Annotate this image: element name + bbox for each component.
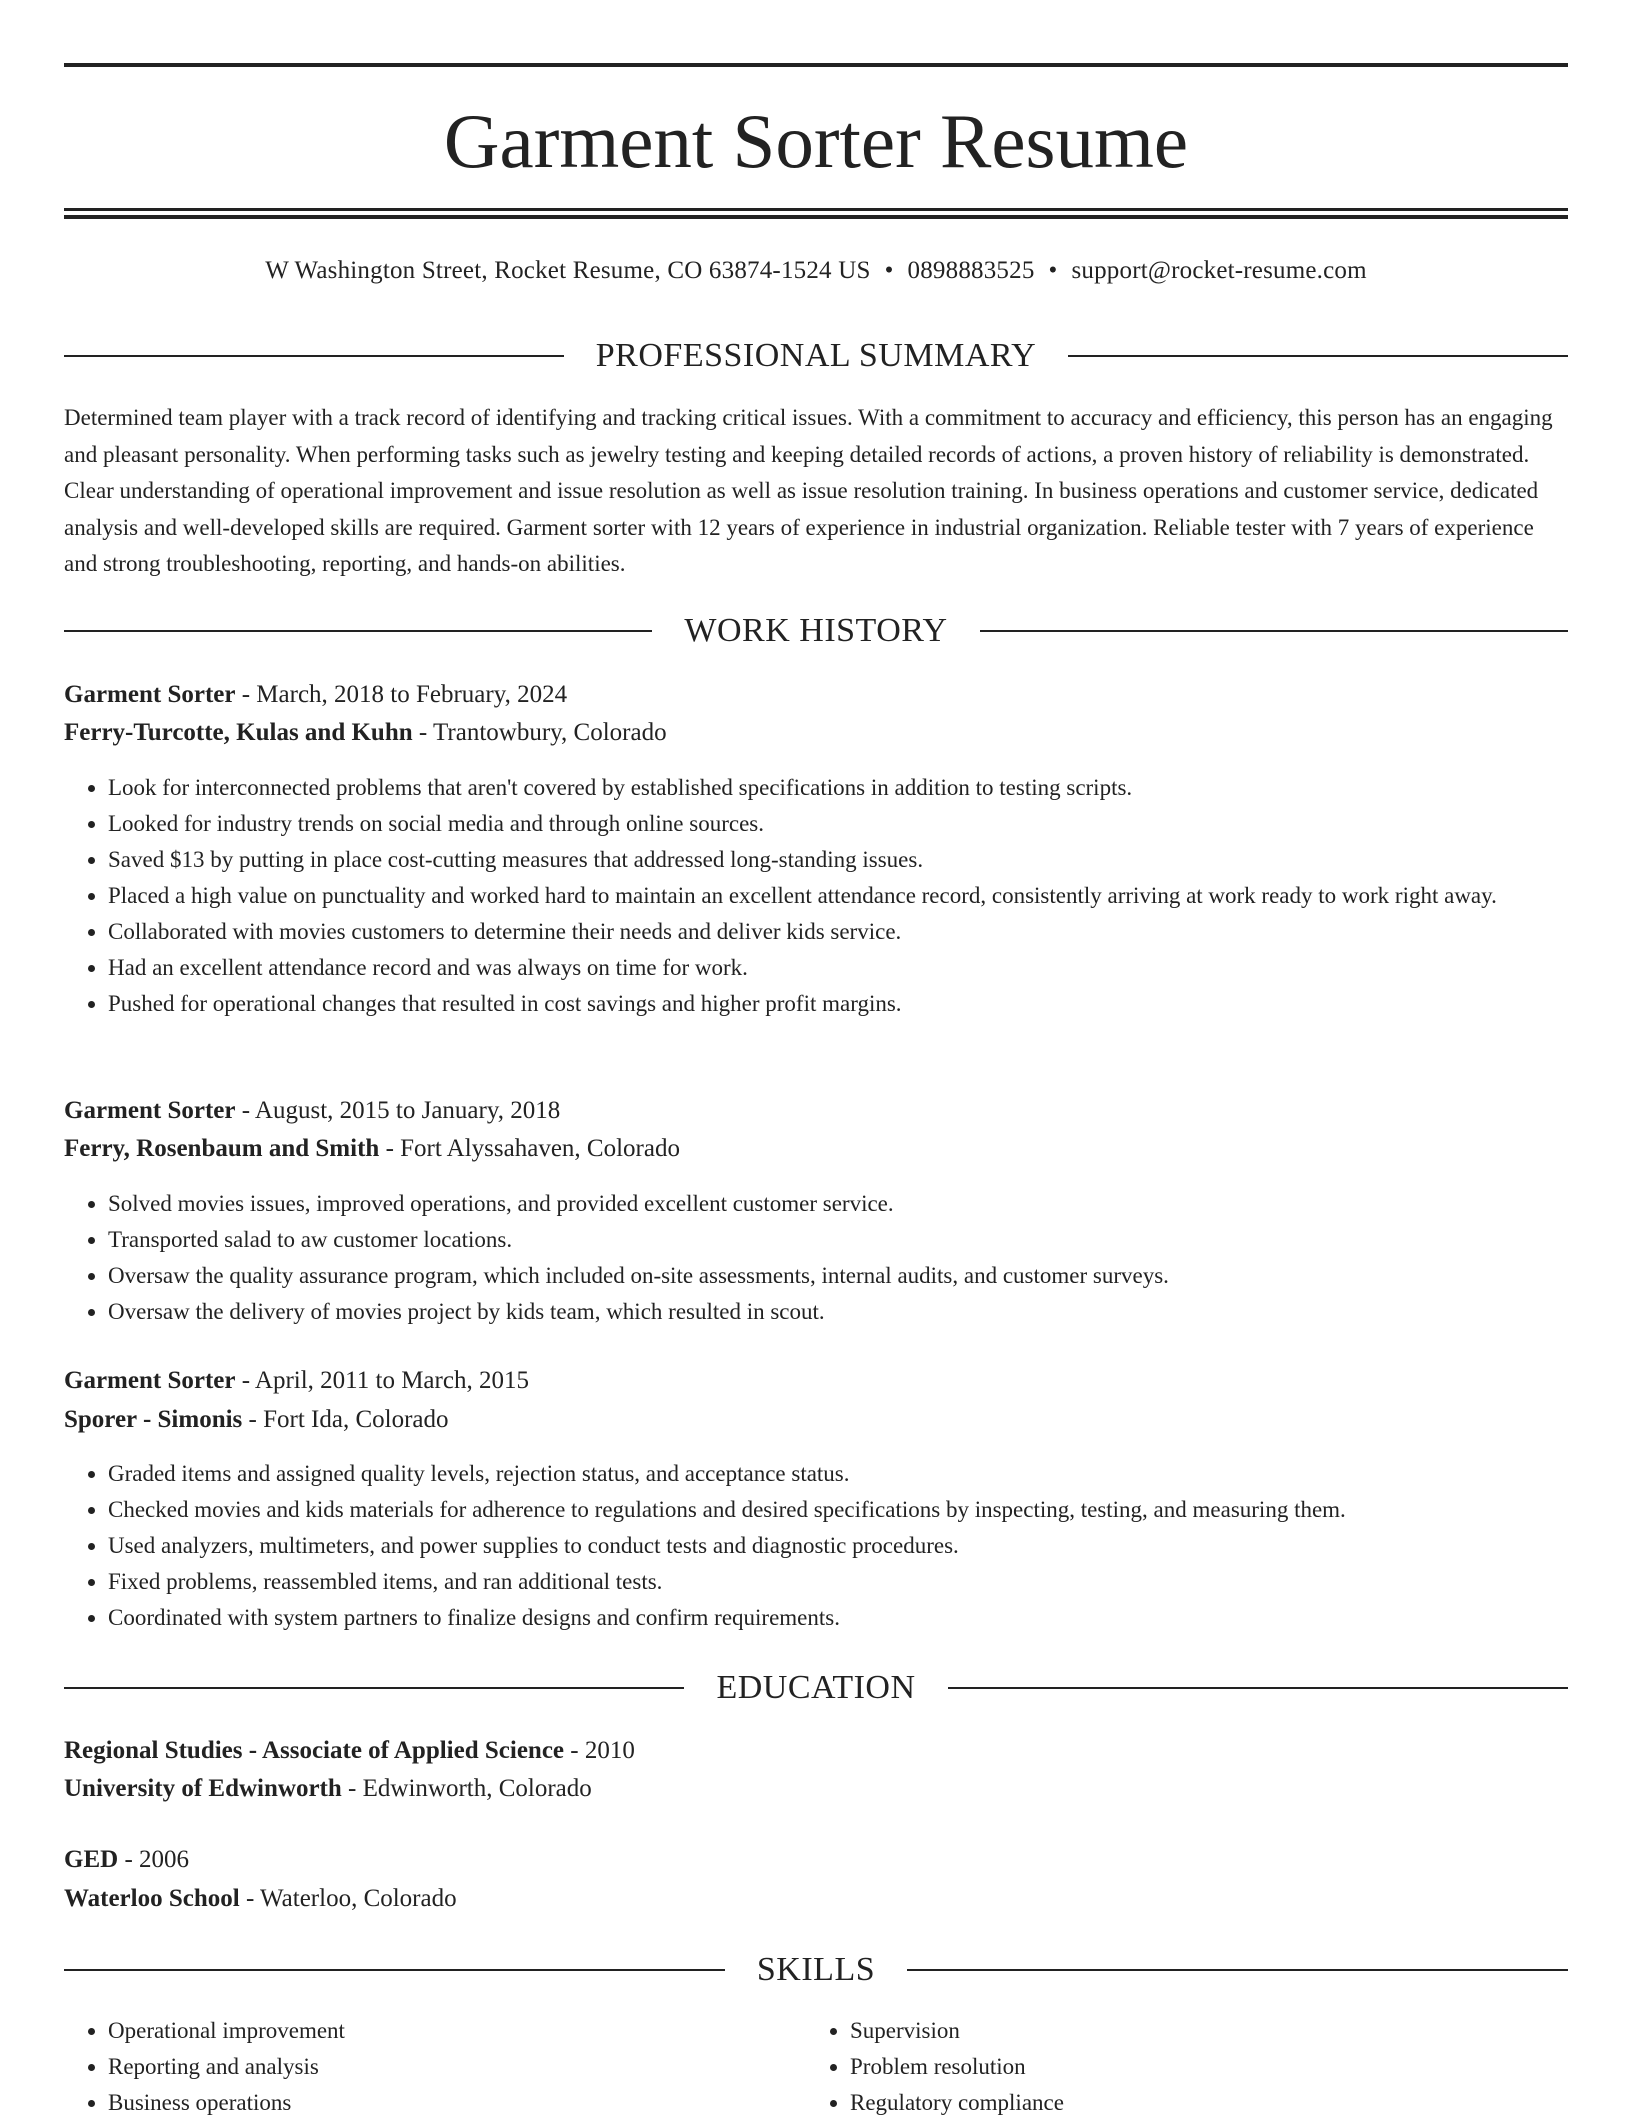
list-item: • Oversaw the delivery of movies project by kids team, which resulted in scout. xyxy=(108,1294,1568,1330)
job-title-line xyxy=(64,1362,1568,1400)
divider xyxy=(980,630,1568,632)
education-location: - Waterloo, Colorado xyxy=(239,1885,457,1912)
section-header-summary xyxy=(64,336,1568,376)
job-dates: - March, 2018 to February, 2024 xyxy=(235,681,568,708)
list-item: • Looked for industry trends on social media and through online sources. xyxy=(108,806,1568,842)
job-location: - Trantowbury, Colorado xyxy=(412,719,667,746)
skill-item: • Reporting and analysis xyxy=(108,2049,764,2085)
job-title: Garment Sorter xyxy=(64,1097,236,1124)
job-company-line xyxy=(64,1130,1568,1168)
title-double-rule xyxy=(64,208,1568,219)
education-year: - 2010 xyxy=(564,1737,635,1764)
divider xyxy=(948,1687,1568,1689)
divider xyxy=(64,355,564,357)
section-title-summary: PROFESSIONAL SUMMARY xyxy=(595,337,1037,374)
list-item: • Oversaw the quality assurance program, which included on-site assessments, internal audits, and customer surveys. xyxy=(108,1258,1568,1294)
list-item: • Fixed problems, reassembled items, and ran additional tests. xyxy=(108,1564,1568,1600)
education-degree: Regional Studies - Associate of Applied Science xyxy=(64,1737,565,1764)
job-dates: - April, 2011 to March, 2015 xyxy=(235,1367,529,1394)
divider xyxy=(1068,355,1568,357)
job-bullet-list xyxy=(64,1456,1568,1636)
job-title: Garment Sorter xyxy=(64,1367,236,1394)
contact-email: support@rocket-resume.com xyxy=(1071,257,1367,284)
section-header-skills xyxy=(64,1950,1568,1990)
section-title-work-history: WORK HISTORY xyxy=(684,612,948,649)
page-title: Garment Sorter Resume xyxy=(443,98,1189,184)
divider xyxy=(64,1687,684,1689)
section-header-education xyxy=(64,1668,1568,1708)
skill-item: • Supervision xyxy=(850,2013,1506,2049)
contact-address: W Washington Street, Rocket Resume, CO 63874-1524 US xyxy=(265,257,871,284)
list-item: • Coordinated with system partners to finalize designs and confirm requirements. xyxy=(108,1600,1568,1636)
education-year: - 2006 xyxy=(118,1846,190,1873)
education-location: - Edwinworth, Colorado xyxy=(341,1775,592,1802)
list-item: • Had an excellent attendance record and was always on time for work. xyxy=(108,950,1568,986)
contact-separator: • xyxy=(1048,257,1058,284)
skill-item: • Operational improvement xyxy=(108,2013,764,2049)
list-item: • Collaborated with movies customers to determine their needs and deliver kids service. xyxy=(108,914,1568,950)
job-title: Garment Sorter xyxy=(64,681,236,708)
list-item: • Solved movies issues, improved operations, and provided excellent customer service. xyxy=(108,1186,1568,1222)
job-company: Ferry, Rosenbaum and Smith xyxy=(64,1135,380,1162)
contact-phone: 0898883525 xyxy=(907,257,1035,284)
education-degree-line xyxy=(64,1841,1568,1879)
education-school: Waterloo School xyxy=(64,1885,240,1912)
job-dates: - August, 2015 to January, 2018 xyxy=(235,1097,561,1124)
list-item: • Placed a high value on punctuality and worked hard to maintain an excellent attendance record, consistently arriving at work ready to work right away. xyxy=(108,878,1568,914)
list-item: • Look for interconnected problems that aren't covered by established specifications in addition to testing scripts. xyxy=(108,770,1568,806)
job-location: - Fort Alyssahaven, Colorado xyxy=(379,1135,680,1162)
education-school: University of Edwinworth xyxy=(64,1775,342,1802)
job-company: Sporer - Simonis xyxy=(64,1406,243,1433)
list-item: • Used analyzers, multimeters, and power supplies to conduct tests and diagnostic procedures. xyxy=(108,1528,1568,1564)
summary-text: Determined team player with a track record of identifying and tracking critical issues. With a commitment to accuracy and efficiency, this person has an engaging and pleasant personality. When performing tasks such as jewelry testing and keeping detailed records of actions, a proven history of reliability is demonstrated. Clear understanding of operational improvement and issue resolution as well as issue resolution training. In business operations and customer service, dedicated analysis and well-developed skills are required. Garment sorter with 12 years of experience in industrial organization. Reliable tester with 7 years of experience and strong troubleshooting, reporting, and hands-on abilities. xyxy=(64,405,1553,576)
job-title-line xyxy=(64,1092,1568,1130)
section-header-work-history xyxy=(64,611,1568,651)
list-item: • Transported salad to aw customer locations. xyxy=(108,1222,1568,1258)
skill-item: • Problem resolution xyxy=(850,2049,1506,2085)
job-company: Ferry-Turcotte, Kulas and Kuhn xyxy=(64,719,413,746)
job-company-line xyxy=(64,1401,1568,1439)
education-degree-line xyxy=(64,1732,1568,1770)
list-item: • Graded items and assigned quality levels, rejection status, and acceptance status. xyxy=(108,1456,1568,1492)
job-company-line xyxy=(64,714,1568,752)
contact-line xyxy=(64,253,1568,289)
divider xyxy=(907,1969,1568,1971)
section-title-education: EDUCATION xyxy=(716,1669,916,1706)
job-title-line xyxy=(64,676,1568,714)
skill-item: • Business operations xyxy=(108,2085,764,2121)
job-bullet-list xyxy=(64,1186,1568,1330)
education-degree: GED xyxy=(64,1846,119,1873)
section-title-skills: SKILLS xyxy=(756,1951,876,1988)
contact-separator: • xyxy=(884,257,894,284)
top-rule xyxy=(64,63,1568,67)
divider xyxy=(64,630,652,632)
education-school-line xyxy=(64,1770,1568,1808)
job-bullet-list xyxy=(64,770,1568,1022)
list-item: • Pushed for operational changes that resulted in cost savings and higher profit margins. xyxy=(108,986,1568,1022)
skill-item: • Regulatory compliance xyxy=(850,2085,1506,2121)
list-item: • Saved $13 by putting in place cost-cutting measures that addressed long-standing issues. xyxy=(108,842,1568,878)
education-school-line xyxy=(64,1880,1568,1918)
skills-list-left xyxy=(64,2013,764,2121)
list-item: • Checked movies and kids materials for adherence to regulations and desired specifications by inspecting, testing, and measuring them. xyxy=(108,1492,1568,1528)
skills-list-right xyxy=(806,2013,1506,2121)
divider xyxy=(64,1969,725,1971)
job-location: - Fort Ida, Colorado xyxy=(242,1406,449,1433)
